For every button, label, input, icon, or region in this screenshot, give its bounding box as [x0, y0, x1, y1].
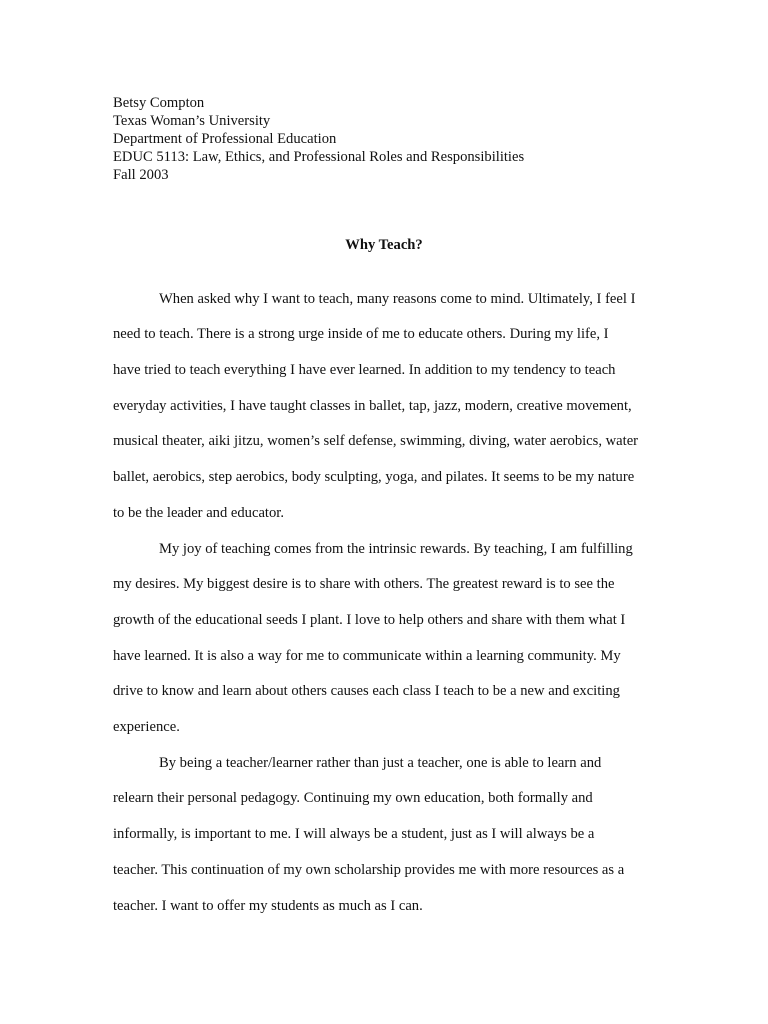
body-line: When asked why I want to teach, many reasons come to mind. Ultimately, I feel I [159, 291, 636, 307]
body-line: ballet, aerobics, step aerobics, body sculpting, yoga, and pilates. It seems to be my nature [113, 469, 635, 485]
author-name: Betsy Compton [113, 95, 205, 111]
body-line: my desires. My biggest desire is to share with others. The greatest reward is to see the [113, 576, 615, 592]
body-line: growth of the educational seeds I plant. I love to help others and share with them what I [113, 612, 626, 628]
body-line: have learned. It is also a way for me to communicate within a learning community. My [113, 648, 621, 664]
body-line: experience. [113, 719, 180, 735]
body-line: drive to know and learn about others causes each class I teach to be a new and exciting [113, 683, 620, 699]
body-line: have tried to teach everything I have ever learned. In addition to my tendency to teach [113, 362, 616, 378]
department-name: Department of Professional Education [113, 131, 337, 147]
body-line: everyday activities, I have taught classes in ballet, tap, jazz, modern, creative movement, [113, 398, 632, 414]
body-line: teacher. This continuation of my own scholarship provides me with more resources as a [113, 862, 625, 878]
body-line: teacher. I want to offer my students as much as I can. [113, 898, 423, 914]
body-line: musical theater, aiki jitzu, women’s self defense, swimming, diving, water aerobics, water [113, 433, 639, 449]
body-line: informally, is important to me. I will always be a student, just as I will always be a [113, 826, 595, 842]
body-line: to be the leader and educator. [113, 505, 284, 521]
body-line: relearn their personal pedagogy. Continuing my own education, both formally and [113, 790, 593, 806]
course-title: EDUC 5113: Law, Ethics, and Professional Roles and Responsibilities [113, 149, 525, 165]
term: Fall 2003 [113, 167, 169, 183]
author-header [113, 94, 524, 184]
body-line: By being a teacher/learner rather than just a teacher, one is able to learn and [159, 755, 602, 771]
body-line: My joy of teaching comes from the intrinsic rewards. By teaching, I am fulfilling [159, 541, 633, 557]
essay-title: Why Teach? [345, 237, 423, 253]
university-name: Texas Woman’s University [113, 113, 271, 129]
body-line: need to teach. There is a strong urge inside of me to educate others. During my life, I [113, 326, 609, 342]
